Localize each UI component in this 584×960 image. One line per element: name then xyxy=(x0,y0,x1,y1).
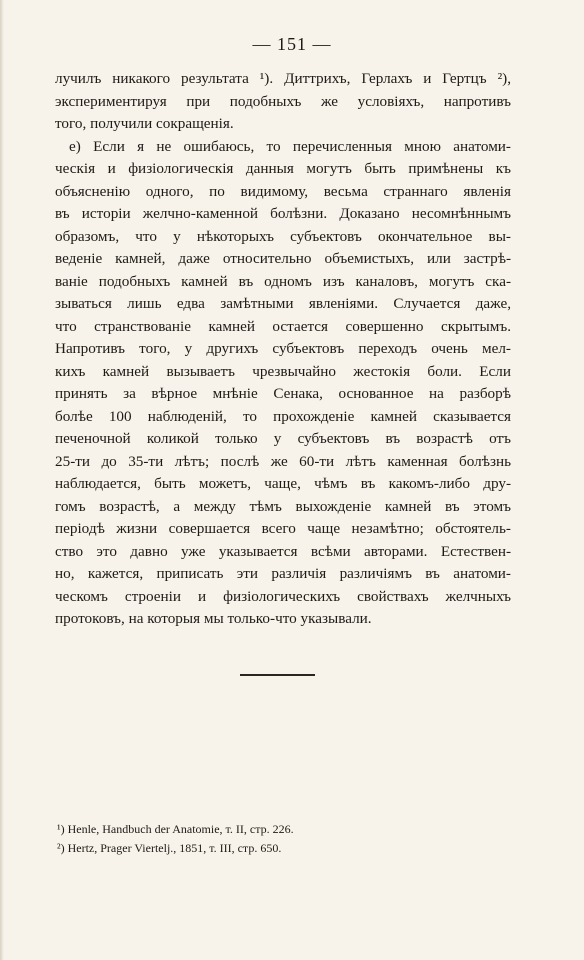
text-line: ческія и физіологическія данныя могутъ быть примѣнены къ xyxy=(55,160,511,177)
footnote: ²) Hertz, Prager Viertelj., 1851, т. III, стр. 650. xyxy=(57,841,282,855)
page-number: — 151 — xyxy=(252,34,332,54)
text-line: веденіе камней, даже относительно объемистыхъ, или застрѣ- xyxy=(55,250,511,267)
text-line: ваніе подобныхъ камней въ одномъ изъ каналовъ, могутъ ска- xyxy=(55,272,511,290)
text-line: болѣе 100 наблюденій, то прохожденіе камней сказывается xyxy=(55,407,511,425)
text-line: ческомъ строеніи и физіологическихъ свойствахъ желчныхъ xyxy=(55,587,511,605)
text-line: періодѣ жизни совершается всего чаще незамѣтно; обстоятель- xyxy=(55,520,511,537)
text-line: гомъ возрастѣ, а между тѣмъ выхожденіе камней въ этомъ xyxy=(55,497,511,515)
page-edge xyxy=(0,0,4,960)
text-line: того, получили сокращенія. xyxy=(55,115,234,132)
text-line: принять за вѣрное мнѣніе Сенака, основанное на разборѣ xyxy=(55,385,511,402)
text-line: объясненію одного, по видимому, весьма страннаго явленія xyxy=(55,182,511,200)
text-line: но, кажется, приписать эти различія различіямъ въ анатоми- xyxy=(55,565,511,582)
text-line: Напротивъ того, у другихъ субъектовъ переходъ очень мел- xyxy=(55,340,511,357)
text-line: зываться лишь едва замѣтными явленіями. Случается даже, xyxy=(55,295,511,312)
footnote: ¹) Henle, Handbuch der Anatomie, т. II, стр. 226. xyxy=(57,822,294,836)
text-line: что странствованіе камней остается совершенно скрытымъ. xyxy=(55,317,511,335)
text-line: кихъ камней вызываетъ чрезвычайно жестокія боли. Если xyxy=(55,362,511,380)
text-line: печеночной коликой только у субъектовъ въ возрастѣ отъ xyxy=(55,430,511,447)
text-line: ство это давно уже указывается всѣми авторами. Естествен- xyxy=(55,542,511,560)
text-line: протоковъ, на которыя мы только-что указывали. xyxy=(55,610,372,627)
text-line: 25-ти до 35-ти лѣтъ; послѣ же 60-ти лѣтъ каменная болѣзнь xyxy=(55,452,511,470)
text-line: образомъ, что у нѣкоторыхъ субъектовъ окончательное вы- xyxy=(55,227,511,245)
text-line: лучилъ никакого результата ¹). Диттрихъ, Герлахъ и Гертцъ ²), xyxy=(55,70,511,87)
section-divider xyxy=(240,674,315,676)
text-line: экспериментируя при подобныхъ же условіяхъ, напротивъ xyxy=(55,92,511,110)
text-line: въ исторіи желчно-каменной болѣзни. Доказано несомнѣннымъ xyxy=(55,205,511,222)
text-line: е) Если я не ошибаюсь, то перечисленныя мною анатоми- xyxy=(69,137,511,155)
text-line: наблюдается, быть можетъ, чаще, чѣмъ въ какомъ-либо дру- xyxy=(55,475,511,492)
body-text xyxy=(55,68,511,631)
footnotes xyxy=(57,820,477,858)
